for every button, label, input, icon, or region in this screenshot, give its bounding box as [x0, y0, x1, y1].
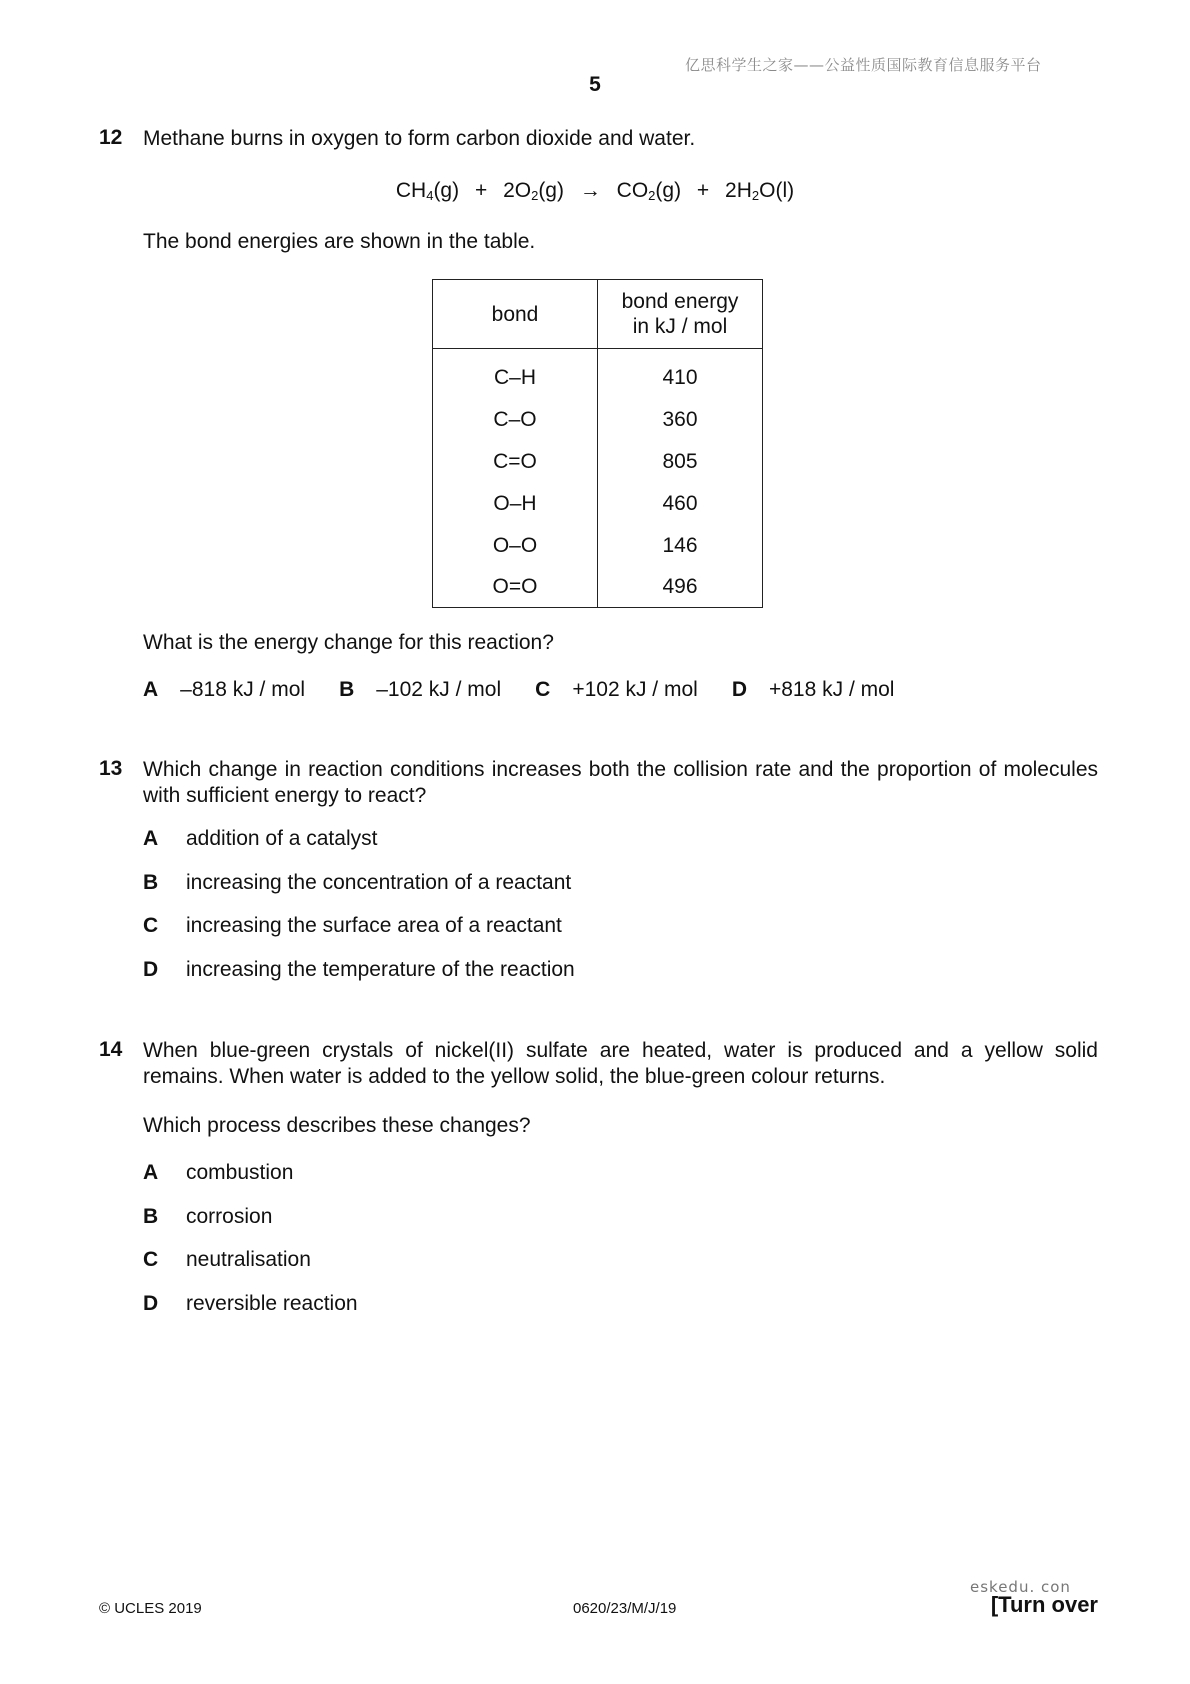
question-12-stem: Methane burns in oxygen to form carbon dioxide and water.	[143, 127, 696, 150]
option-letter: D	[731, 678, 747, 701]
option-item	[143, 1161, 293, 1185]
option-text: corrosion	[186, 1205, 273, 1228]
chemical-equation	[0, 179, 1190, 203]
eq-arrow: →	[579, 179, 601, 202]
option-item	[143, 871, 571, 895]
turn-over-label: [Turn over	[990, 1592, 1098, 1617]
table-header-bond: bond	[433, 280, 598, 349]
option-text: neutralisation	[186, 1248, 311, 1271]
eq-methane: $CH_4(g)$	[395, 179, 460, 203]
option-item	[143, 1205, 272, 1229]
table-row	[433, 525, 763, 567]
option-letter: A	[143, 1161, 159, 1184]
table-intro: The bond energies are shown in the table.	[143, 230, 536, 253]
bond-cell: O–O	[433, 525, 598, 567]
table-row	[433, 349, 763, 400]
question-number-14: 14	[99, 1038, 123, 1061]
option-text: increasing the concentration of a reactant	[186, 871, 572, 894]
option-text: combustion	[186, 1161, 294, 1184]
energy-cell: 805	[598, 441, 763, 483]
question-12-options	[143, 678, 928, 702]
table-row	[433, 399, 763, 441]
question-number-13: 13	[99, 757, 123, 780]
question-14-prompt: Which process describes these changes?	[143, 1114, 531, 1137]
watermark-text: 亿思科学生之家——公益性质国际教育信息服务平台	[685, 56, 1042, 74]
option-text: increasing the temperature of the reaction	[186, 958, 575, 981]
eq-plus: +	[474, 179, 488, 202]
option-item	[143, 914, 562, 938]
table-row	[433, 483, 763, 525]
question-12-prompt: What is the energy change for this reaction?	[143, 631, 554, 654]
option-text: –102 kJ / mol	[376, 678, 502, 701]
eq-carbon-dioxide: $CO_2(g)$	[616, 179, 682, 203]
table-row	[433, 441, 763, 483]
option-text: +818 kJ / mol	[768, 678, 895, 701]
paper-code: 0620/23/M/J/19	[573, 1600, 677, 1617]
table-header-row	[433, 280, 763, 349]
eq-water: $2H_2O(l)$	[725, 179, 795, 203]
option-text: –818 kJ / mol	[180, 678, 306, 701]
option-text: increasing the surface area of a reactant	[186, 914, 562, 937]
option-letter: D	[143, 1292, 159, 1315]
option-letter: C	[143, 914, 159, 937]
copyright-text: © UCLES 2019	[99, 1600, 202, 1617]
option-item	[143, 958, 575, 982]
option-letter: C	[143, 1248, 159, 1271]
option-letter: B	[143, 1205, 159, 1228]
bond-cell: C–H	[433, 349, 598, 400]
energy-cell: 360	[598, 399, 763, 441]
option-item	[143, 1248, 311, 1272]
option-text: +102 kJ / mol	[572, 678, 698, 701]
option-item	[143, 827, 377, 851]
question-13-stem: Which change in reaction conditions increases both the collision rate and the proportion of molecules with sufficient energy to react?	[143, 758, 1098, 807]
page-number: 5	[589, 73, 601, 96]
bond-cell: C–O	[433, 399, 598, 441]
eq-oxygen: $2O_2(g)$	[503, 179, 564, 203]
energy-cell: 460	[598, 483, 763, 525]
bond-cell: C=O	[433, 441, 598, 483]
option-letter: C	[535, 678, 551, 701]
eq-plus: +	[696, 179, 710, 202]
energy-cell: 146	[598, 525, 763, 567]
option-letter: B	[143, 871, 159, 894]
option-text: reversible reaction	[186, 1292, 358, 1315]
energy-cell: 410	[598, 349, 763, 400]
option-text: addition of a catalyst	[186, 827, 378, 850]
site-watermark: eskedu. con	[970, 1578, 1071, 1596]
option-letter: B	[339, 678, 355, 701]
bond-cell: O–H	[433, 483, 598, 525]
bond-energy-table	[432, 279, 763, 608]
bond-cell: O=O	[433, 567, 598, 608]
question-14-stem: When blue-green crystals of nickel(II) sulfate are heated, water is produced and a yellow solid remains. When water is added to the yellow solid, the blue-green colour returns.	[143, 1039, 1098, 1088]
question-number-12: 12	[99, 126, 123, 149]
table-header-energy: bond energy in kJ / mol	[598, 280, 763, 349]
energy-cell: 496	[598, 567, 763, 608]
option-letter: A	[143, 678, 159, 701]
option-letter: A	[143, 827, 159, 850]
option-letter: D	[143, 958, 159, 981]
table-row	[433, 567, 763, 608]
option-item	[143, 1292, 358, 1316]
